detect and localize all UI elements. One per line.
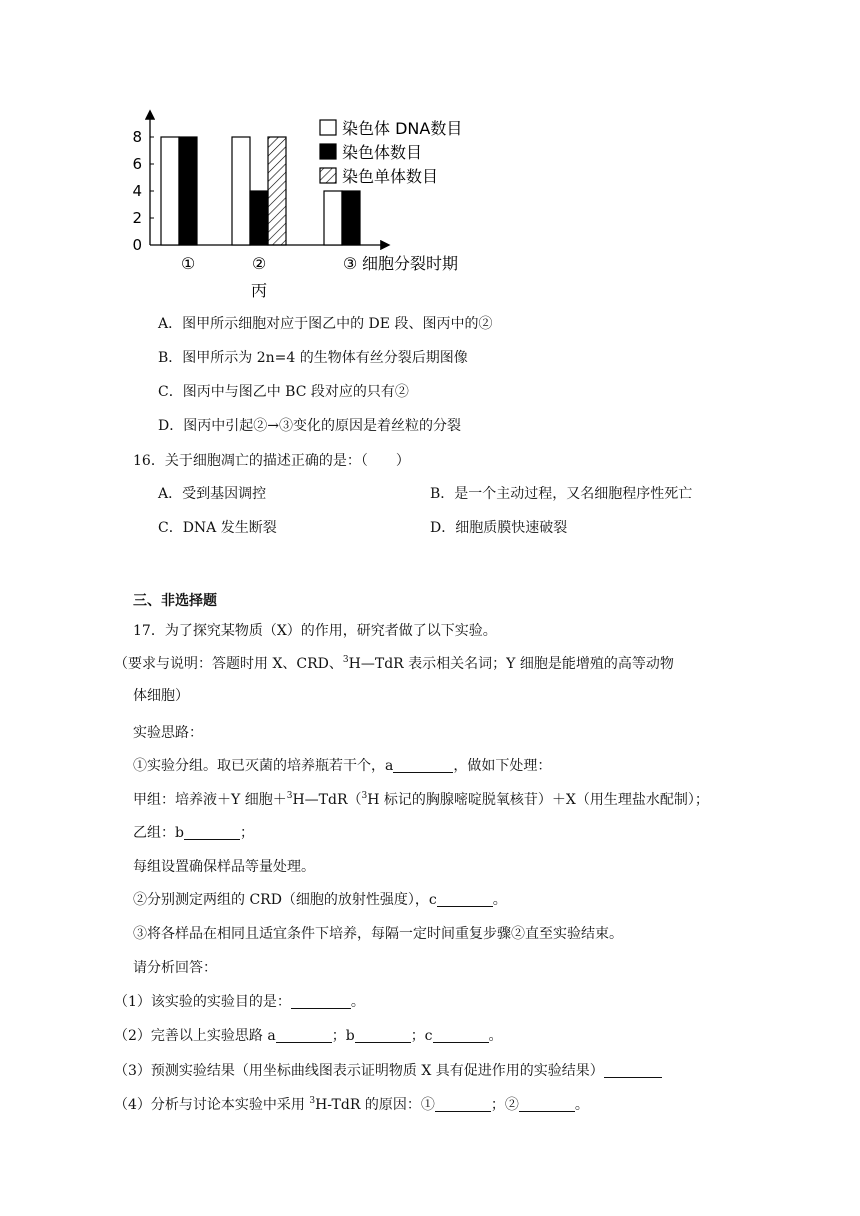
q17-idea-title: 实验思路： — [133, 725, 203, 741]
q15-option-a: A．图甲所示细胞对应于图乙中的 DE 段、图丙中的② — [158, 316, 493, 332]
bar-2-3 — [342, 191, 360, 245]
q17-analyze: 请分析回答： — [133, 960, 217, 976]
bar-1-2 — [232, 137, 250, 245]
q17-step3: ③将各样品在相同且适宜条件下培养，每隔一定时间重复步骤②直至实验结束。 — [133, 926, 623, 942]
q17-stem: 17．为了探究某物质（X）的作用，研究者做了以下实验。 — [133, 623, 497, 639]
q17-sub2: （2）完善以上实验思路 a ；b ；c 。 — [114, 1028, 503, 1044]
x-axis-label: 细胞分裂时期 — [362, 254, 459, 273]
section-title: 三、非选择题 — [133, 593, 217, 609]
bar-2-2 — [250, 191, 268, 245]
legend-swatch-2 — [320, 144, 336, 159]
q17-equal: 每组设置确保样品等量处理。 — [133, 859, 315, 875]
q17-sub3: （3）预测实验结果（用坐标曲线图表示证明物质 X 具有促进作用的实验结果） — [114, 1061, 662, 1081]
q17-sub1: （1）该实验的实验目的是： 。 — [114, 994, 365, 1010]
q15-option-c: C．图丙中与图乙中 BC 段对应的只有② — [158, 384, 409, 400]
q15-option-b: B．图甲所示为 2n=4 的生物体有丝分裂后期图像 — [158, 350, 468, 366]
y-tick-label: 2 — [132, 209, 142, 227]
q17-step1: ①实验分组。取已灭菌的培养瓶若干个，a ，做如下处理： — [133, 758, 552, 774]
chart-sublabel: 丙 — [250, 281, 268, 300]
y-tick-label: 6 — [132, 155, 142, 173]
q16-stem: 16．关于细胞凋亡的描述正确的是：（ ） — [133, 453, 410, 469]
q17-step2: ②分别测定两组的 CRD（细胞的放射性强度），c 。 — [133, 892, 507, 908]
x-tick-label: ③ — [342, 254, 358, 273]
chart-legend — [320, 119, 462, 186]
legend-label-1: 染色体 DNA数目 — [342, 119, 463, 138]
q15-option-d: D．图丙中引起②→③变化的原因是着丝粒的分裂 — [158, 418, 461, 434]
q16-option-a: A．受到基因调控 — [158, 486, 267, 502]
y-tick-label: 0 — [132, 236, 142, 254]
x-tick-label: ① — [180, 254, 196, 273]
bar-3-2 — [268, 137, 286, 245]
legend-label-3: 染色单体数目 — [342, 167, 439, 186]
legend-label-2: 染色体数目 — [342, 143, 423, 162]
q16-option-d: D．细胞质膜快速破裂 — [430, 520, 568, 536]
q17-group-a: 甲组：培养液＋Y 细胞＋$^3$H—TdR（$^3$H 标记的胸腺嘧啶脱氧核苷）＋X（用生理盐水配制）； — [133, 791, 709, 808]
q16-option-b: B．是一个主动过程，又名细胞程序性死亡 — [430, 486, 693, 502]
q17-sub4: （4）分析与讨论本实验中采用 $^3$H-TdR 的原因：① ；② 。 — [114, 1096, 589, 1113]
legend-swatch-3 — [320, 168, 336, 183]
bar-2-1 — [179, 137, 197, 245]
y-tick-label: 8 — [132, 128, 142, 146]
legend-swatch-1 — [320, 120, 336, 135]
bar-1-1 — [161, 137, 179, 245]
y-tick-label: 4 — [132, 182, 142, 200]
q17-note-line1: （要求与说明：答题时用 X、CRD、$^3$H—TdR 表示相关名词；Y 细胞是能增殖的高等动物 — [114, 655, 674, 672]
bar-chart — [120, 100, 520, 310]
q17-note-line2: 体细胞） — [133, 688, 189, 704]
bar-1-3 — [324, 191, 342, 245]
q17-group-b: 乙组：b ； — [133, 825, 254, 841]
x-tick-label: ② — [251, 254, 267, 273]
q16-option-c: C．DNA 发生断裂 — [158, 520, 277, 536]
